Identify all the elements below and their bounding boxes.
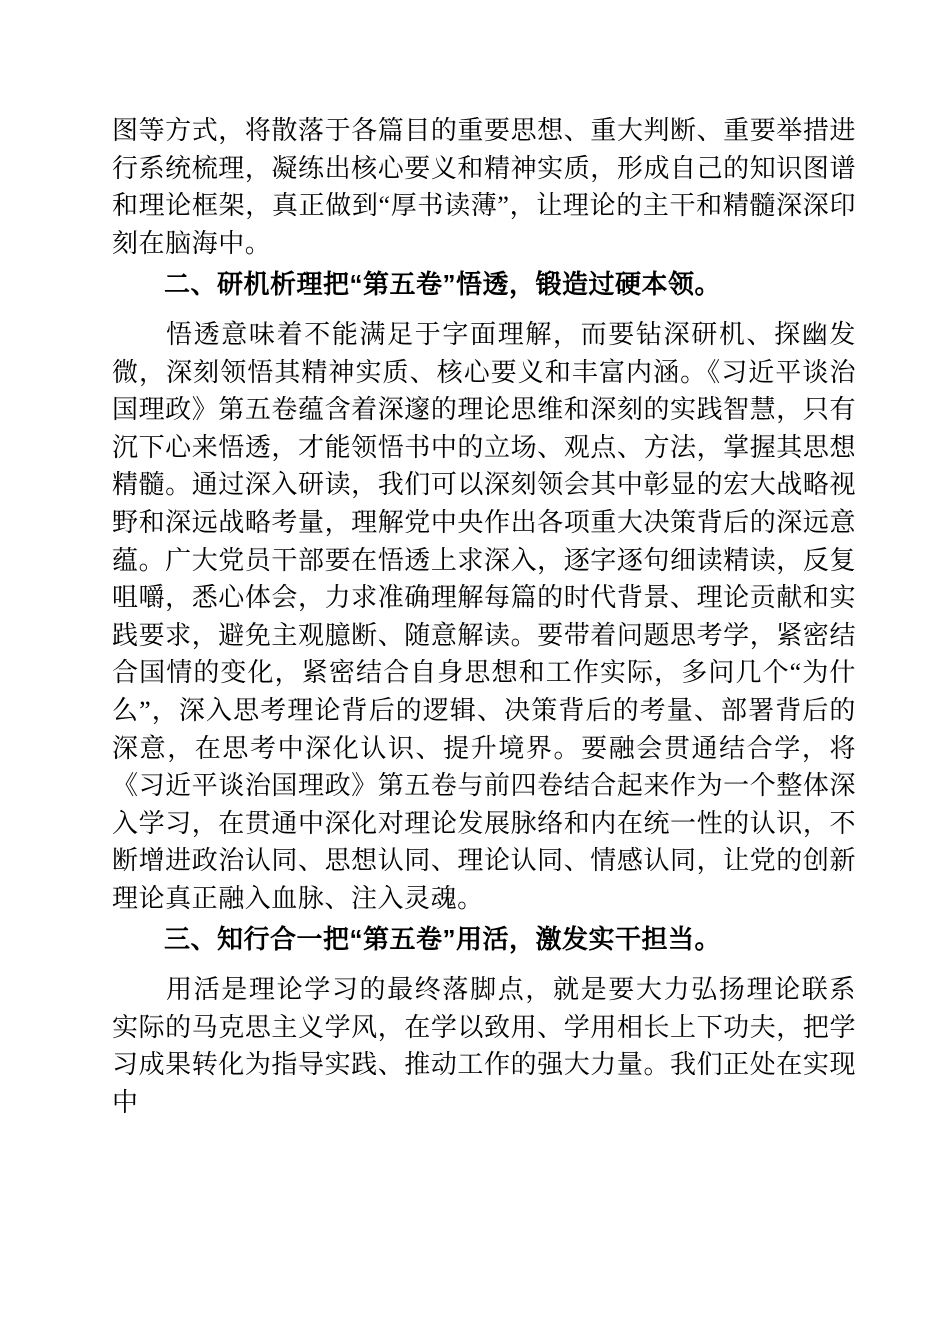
section-heading-2: 二、研机析理把“第五卷”悟透，锻造过硬本领。 [164, 269, 722, 300]
paragraph-section-3: 用活是理论学习的最终落脚点，就是要大力弘扬理论联系实际的马克思主义学风，在学以致用、学用相长上下功夫，把学习成果转化为指导实践、推动工作的强大力量。我们正处在实现中 [112, 975, 856, 1117]
section-heading-3: 三、知行合一把“第五卷”用活，激发实干担当。 [164, 924, 722, 955]
paragraph-section-2: 悟透意味着不能满足于字面理解，而要钻深研机、探幽发微，深刻领悟其精神实质、核心要义和丰富内涵。《习近平谈治国理政》第五卷蕴含着深邃的理论思维和深刻的实践智慧，只有沉下心来悟透，才能领悟书中的立场、观点、方法，掌握其思想精髓。通过深入研读，我们可以深刻领会其中彰显的宏大战略视野和深远战略考量，理解党中央作出各项重大决策背后的深远意蕴。广大党员干部要在悟透上求深入，逐字逐句细读精读，反复咀嚼，悉心体会，力求准确理解每篇的时代背景、理论贡献和实践要求，避免主观臆断、随意解读。要带着问题思考学，紧密结合国情的变化，紧密结合自身思想和工作实际，多问几个“为什么”，深入思考理论背后的逻辑、决策背后的考量、部署背后的深意，在思考中深化认识、提升境界。要融会贯通结合学，将《习近平谈治国理政》第五卷与前四卷结合起来作为一个整体深入学习，在贯通中深化对理论发展脉络和内在统一性的认识，不断增进政治认同、思想认同、理论认同、情感认同，让党的创新理论真正融入血脉、注入灵魂。 [112, 319, 856, 913]
paragraph-continuation: 图等方式，将散落于各篇目的重要思想、重大判断、重要举措进行系统梳理，凝练出核心要义和精神实质，形成自己的知识图谱和理论框架，真正做到“厚书读薄”，让理论的主干和精髓深深印刻在脑海中。 [112, 116, 856, 258]
